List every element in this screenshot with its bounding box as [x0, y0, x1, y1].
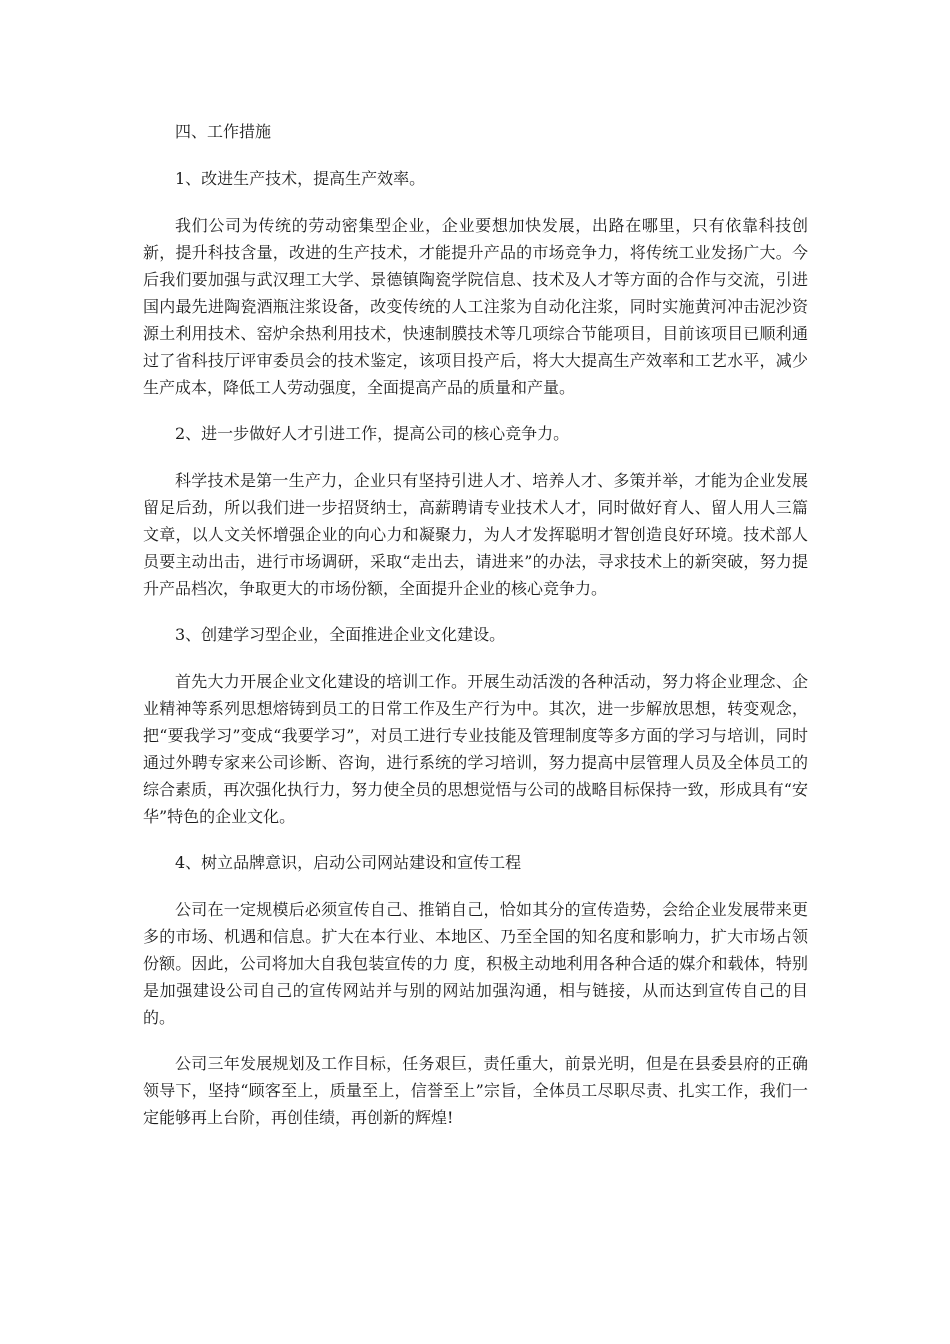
- document-body: [143, 118, 808, 1150]
- item-1-heading: 1、改进生产技术，提高生产效率。: [175, 169, 426, 188]
- item-3-heading: 3、创建学习型企业，全面推进企业文化建设。: [175, 625, 506, 644]
- section-title: 四、工作措施: [175, 122, 272, 141]
- item-3-paragraph: 首先大力开展企业文化建设的培训工作。开展生动活泼的各种活动，努力将企业理念、企业精神等系列思想熔铸到员工的日常工作及生产行为中。其次，进一步解放思想，转变观念，把“要我学习”变成“我要学习”，对员工进行专业技能及管理制度等多方面的学习与培训，同时通过外聘专家来公司诊断、咨询，进行系统的学习培训，努力提高中层管理人员及全体员工的综合素质，再次强化执行力，努力使全员的思想觉悟与公司的战略目标保持一致，形成具有“安华”特色的企业文化。: [143, 672, 808, 826]
- item-1-paragraph: 我们公司为传统的劳动密集型企业，企业要想加快发展，出路在哪里，只有依靠科技创新，提升科技含量，改进的生产技术，才能提升产品的市场竞争力，将传统工业发扬广大。今后我们要加强与武汉理工大学、景德镇陶瓷学院信息、技术及人才等方面的合作与交流，引进国内最先进陶瓷酒瓶注浆设备，改变传统的人工注浆为自动化注浆，同时实施黄河冲击泥沙资源土利用技术、窑炉余热利用技术，快速制膜技术等几项综合节能项目，目前该项目已顺利通过了省科技厅评审委员会的技术鉴定，该项目投产后，将大大提高生产效率和工艺水平，减少生产成本，降低工人劳动强度，全面提高产品的质量和产量。: [143, 216, 808, 397]
- item-4-heading: 4、树立品牌意识，启动公司网站建设和宣传工程: [175, 853, 522, 872]
- item-4-paragraph: 公司在一定规模后必须宣传自己、推销自己，恰如其分的宣传造势，会给企业发展带来更多的市场、机遇和信息。扩大在本行业、本地区、乃至全国的知名度和影响力，扩大市场占领份额。因此，公司将加大自我包装宣传的力 度，积极主动地利用各种合适的媒介和载体，特别是加强建设公司自己的宣传网站并与别的网站加强沟通，相与链接，从而达到宣传自己的目的。: [143, 900, 808, 1027]
- closing-paragraph: 公司三年发展规划及工作目标，任务艰巨，责任重大，前景光明，但是在县委县府的正确领导下，坚持“顾客至上，质量至上，信誉至上”宗旨，全体员工尽职尽责、扎实工作，我们一定能够再上台阶，再创佳绩，再创新的辉煌!: [143, 1054, 808, 1127]
- item-2-heading: 2、进一步做好人才引进工作，提高公司的核心竞争力。: [175, 424, 570, 443]
- item-2-paragraph: 科学技术是第一生产力，企业只有坚持引进人才、培养人才、多策并举，才能为企业发展留足后劲，所以我们进一步招贤纳士，高薪聘请专业技术人才，同时做好育人、留人用人三篇文章，以人文关怀增强企业的向心力和凝聚力，为人才发挥聪明才智创造良好环境。技术部人员要主动出击，进行市场调研，采取“走出去，请进来”的办法，寻求技术上的新突破，努力提升产品档次，争取更大的市场份额，全面提升企业的核心竞争力。: [143, 471, 808, 598]
